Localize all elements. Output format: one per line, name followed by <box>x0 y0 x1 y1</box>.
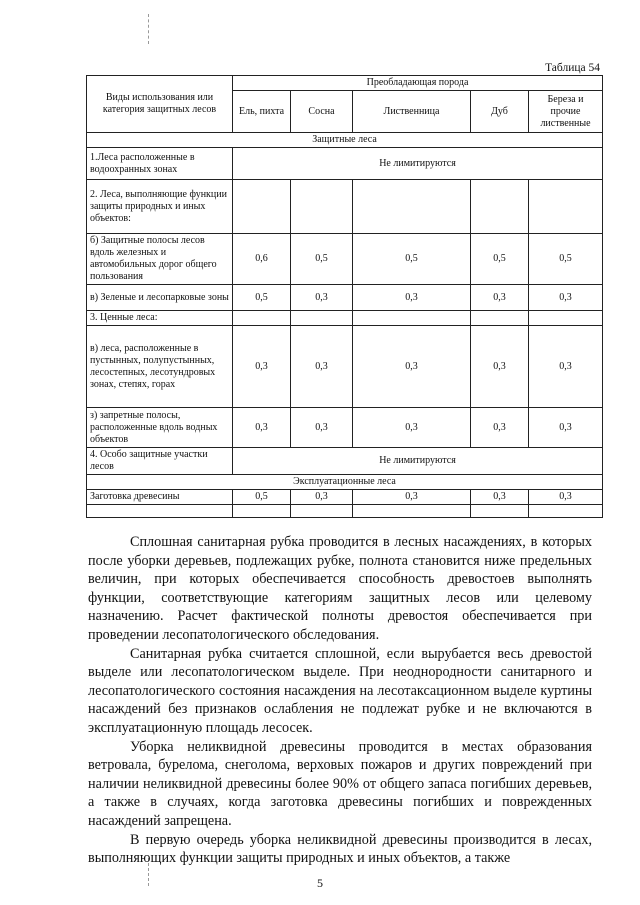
empty-cell <box>529 311 603 326</box>
empty-cell <box>291 505 353 518</box>
empty-cell <box>353 180 471 234</box>
value-cell: 0,5 <box>529 234 603 285</box>
empty-cell <box>471 180 529 234</box>
page-number: 5 <box>317 876 323 890</box>
empty-cell <box>233 311 291 326</box>
row-label: 4. Особо защитные участки лесов <box>87 448 233 475</box>
value-cell: 0,5 <box>291 234 353 285</box>
body-text <box>88 533 592 868</box>
value-cell: 0,3 <box>471 490 529 505</box>
value-cell: 0,3 <box>529 408 603 448</box>
merged-value: Не лимитируются <box>233 148 603 180</box>
value-cell: 0,3 <box>471 285 529 311</box>
paragraph: Уборка неликвидной древесины проводится в местах образования ветровала, бурелома, снеголома, верховых пожаров и других повреждений при наличии неликвидной древесины более 90% от общего запаса погибших деревьев, а также в случаях, когда заготовка древесины погибших и поврежденных насаждений запрещена. <box>88 738 592 829</box>
merged-value: Не лимитируются <box>233 448 603 475</box>
table-row <box>87 448 603 475</box>
row-label: Заготовка древесины <box>87 490 233 505</box>
table-row <box>87 180 603 234</box>
value-cell: 0,3 <box>353 408 471 448</box>
row-label: 1.Леса расположенные в водоохранных зонах <box>87 148 233 180</box>
value-cell: 0,6 <box>233 234 291 285</box>
value-cell: 0,3 <box>471 326 529 408</box>
section-title: Эксплуатационные леса <box>87 475 603 490</box>
value-cell: 0,3 <box>529 326 603 408</box>
value-cell: 0,3 <box>529 285 603 311</box>
row-label: в) Зеленые и лесопарковые зоны <box>87 285 233 311</box>
empty-cell <box>233 505 291 518</box>
category-column-header: Виды использования или категория защитных лесов <box>87 76 233 133</box>
value-cell: 0,5 <box>233 490 291 505</box>
table-row <box>87 311 603 326</box>
row-label: з) запретные полосы, расположенные вдоль водных объектов <box>87 408 233 448</box>
empty-cell <box>353 311 471 326</box>
value-cell: 0,3 <box>233 326 291 408</box>
value-cell: 0,3 <box>291 408 353 448</box>
value-cell: 0,3 <box>291 285 353 311</box>
paragraph: Сплошная санитарная рубка проводится в лесных насаждениях, в которых после уборки деревьев, подлежащих рубке, полнота становится ниже предельных величин, при которых обеспечивается способность древостоев выполнять функции, соответствующие категориям защитных лесов или целевому назначению. Расчет фактической полноты древостоя обеспечивается при проведении лесопатологического обследования. <box>88 534 592 643</box>
empty-cell <box>291 311 353 326</box>
value-cell: 0,3 <box>291 490 353 505</box>
value-cell: 0,3 <box>233 408 291 448</box>
row-label: б) Защитные полосы лесов вдоль железных и автомобильных дорог общего пользования <box>87 234 233 285</box>
empty-cell <box>353 505 471 518</box>
table-row <box>87 285 603 311</box>
section-title: Защитные леса <box>87 133 603 148</box>
species-header: Дуб <box>471 91 529 133</box>
species-header: Лиственница <box>353 91 471 133</box>
table-row <box>87 505 603 518</box>
value-cell: 0,3 <box>291 326 353 408</box>
value-cell: 0,3 <box>353 285 471 311</box>
empty-cell <box>529 505 603 518</box>
section-row <box>87 133 603 148</box>
species-group-header: Преобладающая порода <box>233 76 603 91</box>
row-label: 3. Ценные леса: <box>87 311 233 326</box>
empty-cell <box>471 505 529 518</box>
empty-cell <box>529 180 603 234</box>
table-row <box>87 408 603 448</box>
scan-margin-mark <box>148 14 149 44</box>
row-label: 2. Леса, выполняющие функции защиты природных и иных объектов: <box>87 180 233 234</box>
paragraph: В первую очередь уборка неликвидной древесины производится в лесах, выполняющих функции защиты природных и иных объектов, а также <box>88 831 592 867</box>
table-header-row <box>87 76 603 91</box>
table-row <box>87 148 603 180</box>
value-cell: 0,3 <box>529 490 603 505</box>
value-cell: 0,3 <box>353 490 471 505</box>
species-header: Береза и прочие лиственные <box>529 91 603 133</box>
section-row <box>87 475 603 490</box>
empty-cell <box>233 180 291 234</box>
table-caption: Таблица 54 <box>545 62 600 74</box>
row-label <box>87 505 233 518</box>
table-row <box>87 234 603 285</box>
value-cell: 0,5 <box>353 234 471 285</box>
empty-cell <box>291 180 353 234</box>
table-row <box>87 326 603 408</box>
value-cell: 0,3 <box>353 326 471 408</box>
value-cell: 0,5 <box>233 285 291 311</box>
empty-cell <box>471 311 529 326</box>
norms-table <box>86 75 603 518</box>
paragraph: Санитарная рубка считается сплошной, если вырубается весь древостой выделе или лесопатологическом выделе. При неоднородности санитарного и лесопатологического состояния насаждения на лесотаксационном выделе куртины насаждений без признаков ослабления не подлежат рубке и не включаются в эксплуатационную площадь лесосек. <box>88 645 592 736</box>
table-row <box>87 490 603 505</box>
species-header: Ель, пихта <box>233 91 291 133</box>
value-cell: 0,3 <box>471 408 529 448</box>
row-label: в) леса, расположенные в пустынных, полупустынных, лесостепных, лесотундровых зонах, степях, горах <box>87 326 233 408</box>
species-header: Сосна <box>291 91 353 133</box>
value-cell: 0,5 <box>471 234 529 285</box>
